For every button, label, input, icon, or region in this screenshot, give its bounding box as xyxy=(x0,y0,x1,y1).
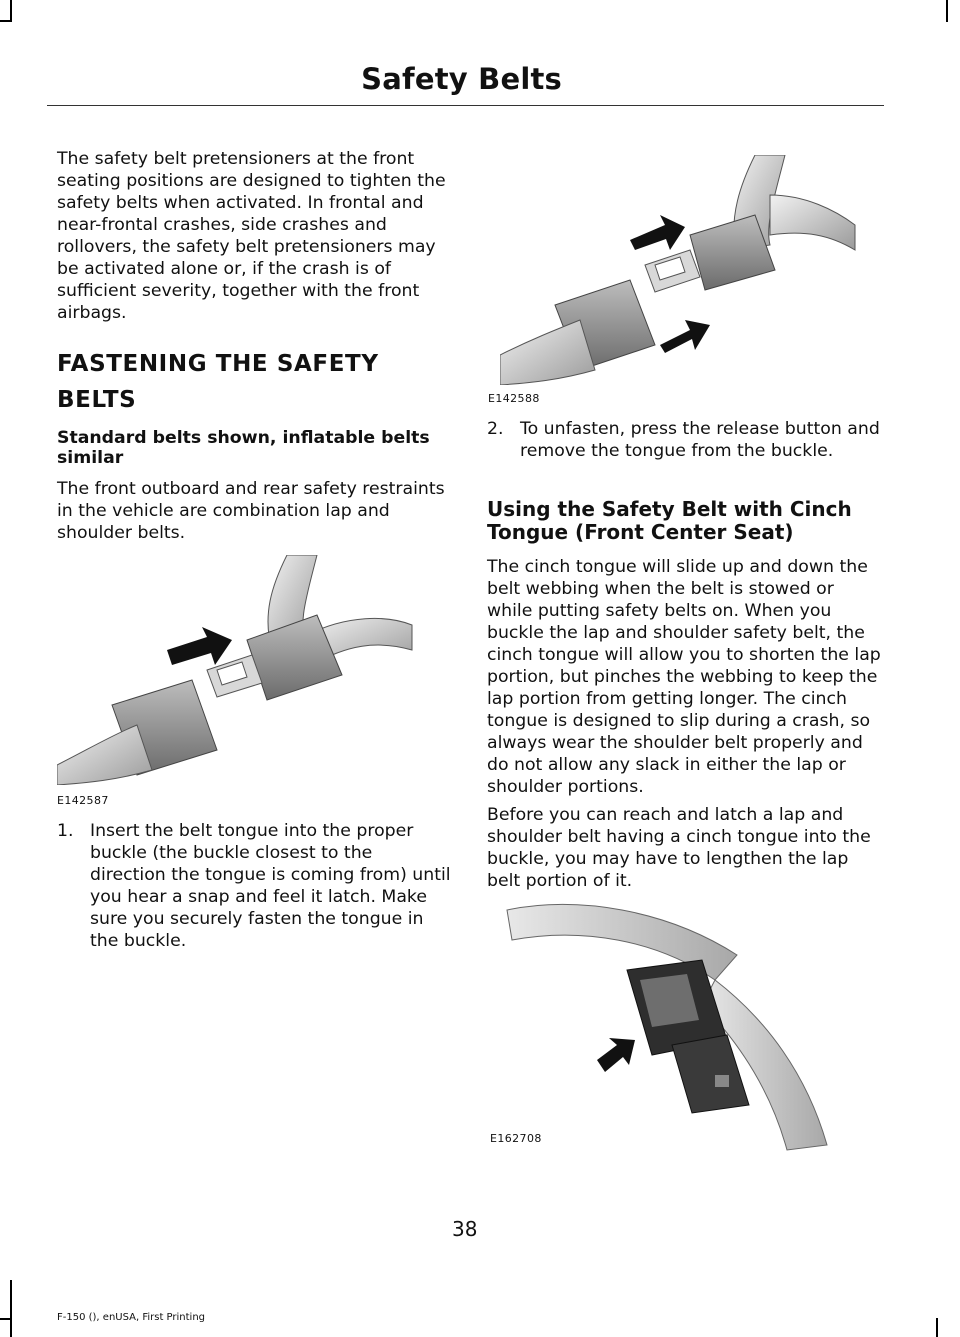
step-number: 1. xyxy=(57,821,74,841)
figure-code: E162708 xyxy=(490,1132,542,1145)
crop-mark xyxy=(936,1318,938,1337)
cinch-subheading: Using the Safety Belt with Cinch Tongue (Front Center Seat) xyxy=(487,497,852,544)
paragraph-text: The cinch tongue will slide up and down the belt webbing when the belt is stowed or while putting safety belts on. When you buckle the lap and shoulder safety belt, the cinch tongue will allow you to shorten the lap portion, but pinches the webbing to keep the lap portion from getting longer. The cinch tongue is designed to slip during a crash, so always wear the shoulder belt properly and do not allow any slack in either the lap or shoulder portions. xyxy=(487,557,881,797)
step-text: To unfasten, press the release button and remove the tongue from the buckle. xyxy=(520,419,880,461)
page-title: Safety Belts xyxy=(361,62,562,96)
figure-code: E142587 xyxy=(57,794,109,807)
subheading: Standard belts shown, inflatable belts similar xyxy=(57,428,430,468)
header-rule xyxy=(47,105,884,106)
crop-mark xyxy=(10,1280,12,1337)
cinch-paragraph-1 xyxy=(487,556,882,798)
step-text: Insert the belt tongue into the proper buckle (the buckle closest to the direction the tongue is coming from) until you hear a snap and feel it latch. Make sure you securely fasten the tongue in the buckle. xyxy=(90,821,451,951)
fasten-belt-illustration xyxy=(57,555,417,785)
figure-code: E142588 xyxy=(488,392,540,405)
cinch-tongue-illustration xyxy=(487,895,847,1155)
unfasten-belt-illustration xyxy=(500,155,860,385)
section-heading: FASTENING THE SAFETY BELTS xyxy=(57,351,379,413)
intro-text: The safety belt pretensioners at the front seating positions are designed to tighten the safety belts when activated. In frontal and near-frontal crashes, side crashes and rollovers, the safety belt pretensioners may be activated alone or, if the crash is of sufficient severity, together with the front airbags. xyxy=(57,149,446,323)
crop-mark xyxy=(10,0,12,22)
subheading-block xyxy=(57,428,452,468)
footer-printing: F-150 (), enUSA, First Printing xyxy=(57,1312,206,1323)
body-paragraph xyxy=(57,478,452,544)
paragraph-text: Before you can reach and latch a lap and shoulder belt having a cinch tongue into the buckle, you may have to lengthen the lap belt portion of it. xyxy=(487,805,871,891)
crop-mark xyxy=(946,0,948,22)
step-number: 2. xyxy=(487,419,504,439)
crop-mark xyxy=(0,20,12,22)
page-number: 38 xyxy=(452,1217,478,1241)
crop-mark xyxy=(0,1318,12,1320)
body-text: The front outboard and rear safety restraints in the vehicle are combination lap and shoulder belts. xyxy=(57,479,445,543)
cinch-paragraph-2 xyxy=(487,804,882,892)
intro-paragraph xyxy=(57,148,452,324)
